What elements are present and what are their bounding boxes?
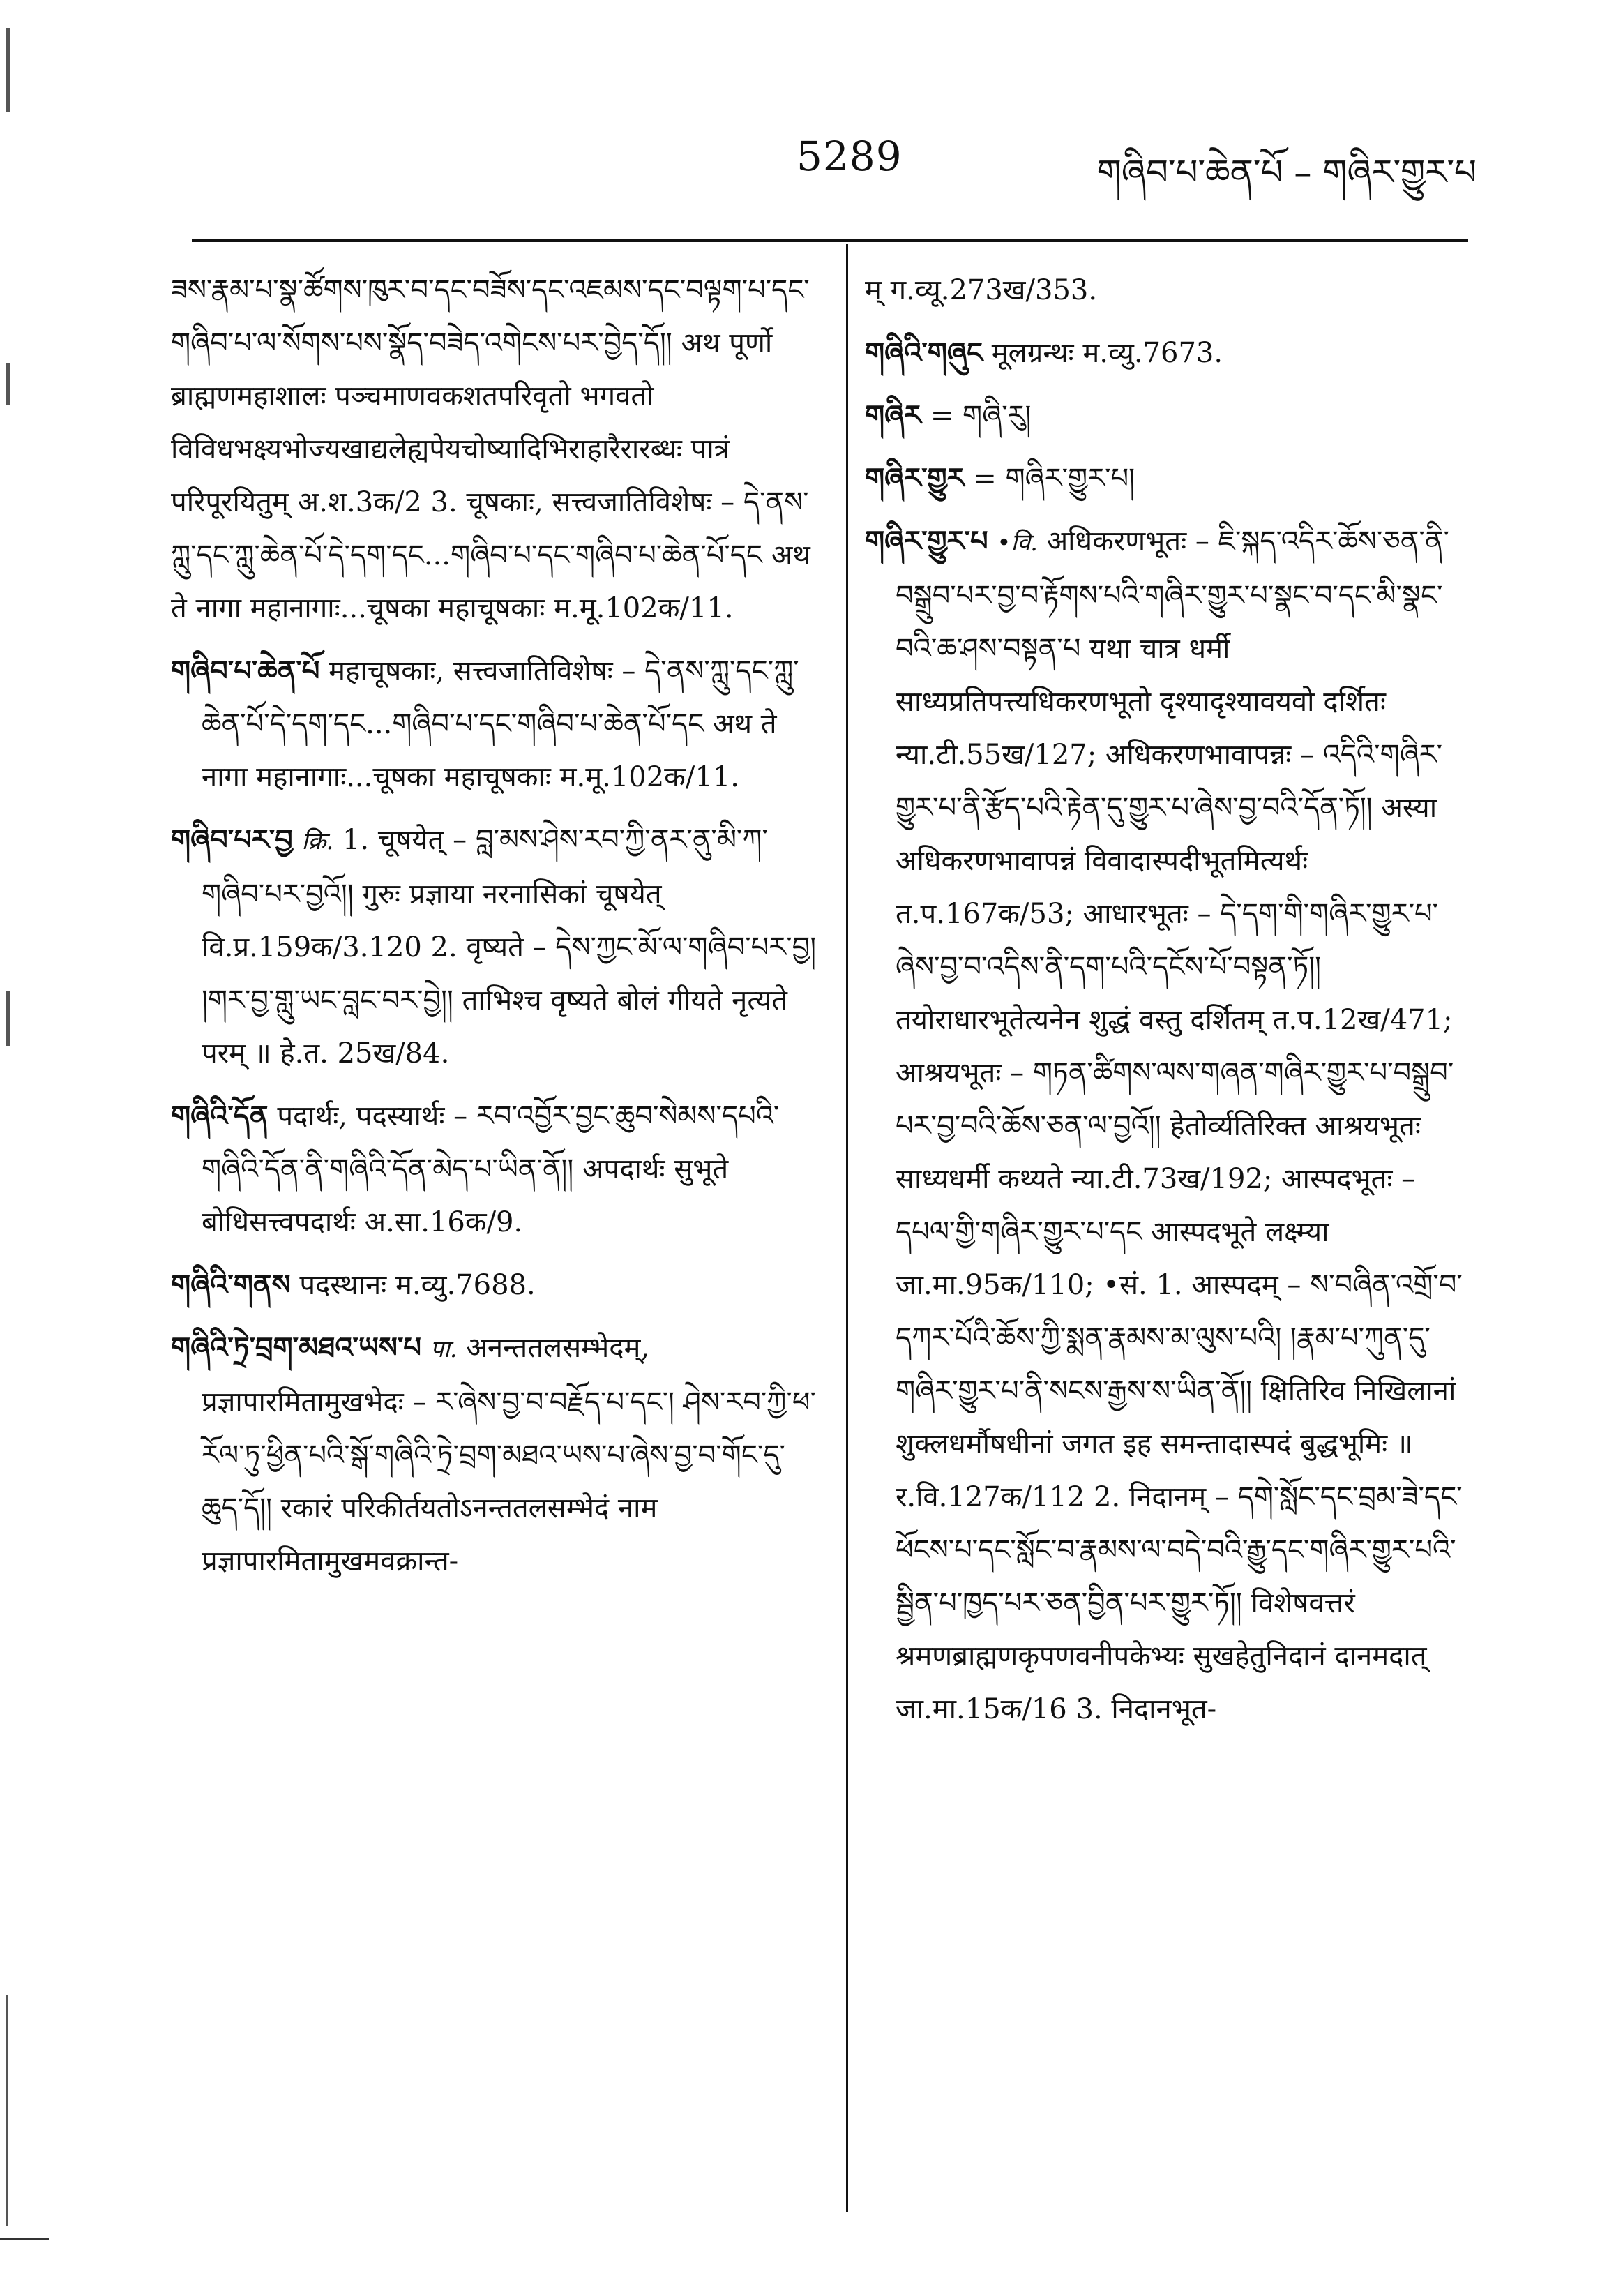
dictionary-entry [865, 515, 1479, 1736]
dictionary-entry [171, 813, 823, 1080]
entry-text: अधिकरणभूतः – ཇི་སྐད་འདིར་ཆོས་ཅན་ནི་བསྒྲུབ་པར་བྱ་བ་རྟོགས་པའི་གཞིར་གྱུར་པ་སྣང་བ་དང་མི་སྣང་བའི་ཆ་ཤས་བསྟན་པ यथा चात्र धर्मी साध्यप्रतिपत्त्यधिकरणभूतो दृश्यादृश्यावयवो दर्शितः न्या.टी.55ख/127; अधिकरणभावापन्नः – འདིའི་གཞིར་གྱུར་པ་ནི་རྩོད་པའི་རྟེན་དུ་གྱུར་པ་ཞེས་བྱ་བའི་དོན་ཏོ།། अस्या अधिकरणभावापन्नं विवादास्पदीभूतमित्यर्थः त.प.167क/53; आधारभूतः – དེ་དག་གི་གཞིར་གྱུར་པ་ཞེས་བྱ་བ་འདིས་ནི་དག་པའི་དངོས་པོ་བསྟན་ཏོ།། तयोराधारभूतेत्यनेन शुद्धं वस्तु दर्शितम् त.प.12ख/471; आश्रयभूतः – གཏན་ཚིགས་ལས་གཞན་གཞིར་གྱུར་པ་བསྒྲུབ་པར་བྱ་བའི་ཆོས་ཅན་ལ་བྱའོ།། हेतोर्व्यतिरिक्त आश्रयभूतः साध्यधर्मी कथ्यते न्या.टी.73ख/192; आस्पदभूतः – དཔལ་གྱི་གཞིར་གྱུར་པ་དང आस्पदभूते लक्ष्म्या जा.मा.95क/110; •सं. 1. आस्पदम् – ས་བཞིན་འགྲོ་བ་དཀར་པོའི་ཆོས་ཀྱི་སྨན་རྣམས་མ་ལུས་པའི། །རྣམ་པ་ཀུན་དུ་གཞིར་གྱུར་པ་ནི་སངས་རྒྱས་ས་ཡིན་ནོ།། क्षितिरिव निखिलानां शुक्लधर्मौषधीनां जगत इह समन्तादास्पदं बुद्धभूमिः ॥ र.वि.127क/112 2. निदानम् – དགེ་སློང་དང་བྲམ་ཟེ་དང་ཕོངས་པ་དང་སློང་བ་རྣམས་ལ་བདེ་བའི་རྒྱུ་དང་གཞིར་གྱུར་པའི་སྦྱིན་པ་ཁྱད་པར་ཅན་བྱིན་པར་གྱུར་ཏོ།། विशेषवत्तरं श्रमणब्राह्मणकृपणवनीपकेभ्यः सुखहेतुनिदानं दानमदात् जा.मा.15क/16 3. निदानभूत- [896, 525, 1463, 1725]
right-column [865, 264, 1479, 1746]
left-column [171, 264, 823, 1598]
dictionary-entry [171, 645, 823, 804]
bottom-corner-tick [0, 2238, 49, 2240]
entry-headword: གཞིའི་གཞུང [865, 336, 983, 369]
page-number: 5289 [797, 133, 903, 180]
scan-margin-speck [6, 363, 10, 405]
entry-text: महाचूषकाः, सत्त्वजातिविशेषः – དེ་ནས་ཀླུ་དང་ཀླུ་ཆེན་པོ་དེ་དག་དང...གཞིབ་པ་དང་གཞིབ་པ་ཆེན་པོ་དང अथ ते नागा महानागाः...चूषका महाचूषकाः म.मू.102क/11. [202, 655, 799, 793]
entry-text: 1. चूषयेत् – བླ་མས་ཤེས་རབ་ཀྱི་ནར་ནུ་མི་ཀ་གཞིབ་པར་བྱའོ།། गुरुः प्रज्ञाया नरनासिकां चूषयेत् वि.प्र.159क/3.120 2. वृष्यते – དེས་ཀྱང་མོ་ལ་གཞིབ་པར་བྱ། །གར་བྱ་གླུ་ཡང་བླང་བར་བྱེ།། ताभिश्च वृष्यते बोलं गीयते नृत्यते परम् ॥ हे.त. 25ख/84. [202, 824, 817, 1070]
dictionary-entry [171, 1259, 823, 1312]
column-divider [846, 244, 848, 2212]
entry-headword: གཞིའི་གནས [171, 1268, 291, 1301]
entry-headword: གཞིབ་པ་ཆེན་པོ [171, 654, 320, 687]
dictionary-entry [171, 264, 823, 635]
running-head: གཞིབ་པ་ཆེན་པོ – གཞིར་གྱུར་པ [1096, 152, 1477, 193]
entry-text: पदस्थानः म.व्यु.7688. [299, 1269, 536, 1301]
entry-text: ཟས་རྣམ་པ་སྣ་ཚོགས་ཁུར་བ་དང་བཟོས་དང་འཇམས་དང་བལྟག་པ་དང་གཞིབ་པ་ལ་སོགས་པས་སྣོད་བཟེད་འགེངས་པར་བྱེད་དོ།། अथ पूर्णो ब्राह्मणमहाशालः पञ्चमाणवकशतपरिवृतो भगवतो विविधभक्ष्यभोज्यखाद्यलेह्यपेयचोष्यादिभिराहारैरारब्धः पात्रं परिपूरयितुम् अ.श.3क/2 3. चूषकाः, सत्त्वजातिविशेषः – དེ་ནས་ཀླུ་དང་ཀླུ་ཆེན་པོ་དེ་དག་དང...གཞིབ་པ་དང་གཞིབ་པ་ཆེན་པོ་དང अथ ते नागा महानागाः...चूषका महाचूषकाः म.मू.102क/11. [171, 274, 810, 624]
dictionary-entry [865, 452, 1479, 505]
dictionary-entry [171, 1090, 823, 1249]
entry-text: म् ग.व्यू.273ख/353. [865, 274, 1098, 306]
entry-text: पदार्थः, पदस्यार्थः – རབ་འབྱོར་བྱང་ཆུབ་སེམས་དཔའི་གཞིའི་དོན་ནི་གཞིའི་དོན་མེད་པ་ཡིན་ནོ།། अपदार्थः सुभूते बोधिसत्त्वपदार्थः अ.सा.16क/9. [202, 1100, 780, 1238]
entry-text: मूलग्रन्थः म.व्यु.7673. [991, 337, 1223, 369]
dictionary-entry [171, 1321, 823, 1588]
entry-text: = གཞི་རུ། [930, 400, 1032, 432]
entry-headword: གཞིའི་ཏྲེ་བྲག་མཐའ་ཡས་པ [171, 1331, 421, 1364]
entry-headword: གཞིར་གྱུར་པ [865, 525, 988, 557]
entry-headword: གཞིའི་དོན [171, 1100, 269, 1132]
dictionary-entry [865, 264, 1479, 317]
entry-text: = གཞིར་གྱུར་པ། [973, 463, 1135, 495]
scan-margin-speck [6, 28, 10, 112]
entry-grammar-tag: पा. [430, 1335, 458, 1363]
scan-margin-speck [6, 991, 10, 1046]
entry-text: अनन्ततलसम्भेदम्, प्रज्ञापारमितामुखभेदः – ར་ཞེས་བྱ་བ་བརྗོད་པ་དང་། ཤེས་རབ་ཀྱི་ཕ་རོལ་ཏུ་ཕྱིན་པའི་སྒོ་གཞིའི་ཏྲེ་བྲག་མཐའ་ཡས་པ་ཞེས་བྱ་བ་གོང་དུ་ཆུད་དོ།། रकारं परिकीर्तयतोऽनन्ततलसम्भेदं नाम प्रज्ञापारमितामुखमवक्रान्त- [202, 1332, 816, 1577]
entry-headword: གཞིབ་པར་བྱ [171, 823, 293, 856]
entry-headword: གཞིར [865, 399, 922, 432]
scan-margin-speck [6, 1995, 8, 2226]
dictionary-entry [865, 327, 1479, 380]
top-rule [192, 239, 1468, 242]
dictionary-entry [865, 389, 1479, 442]
entry-headword: གཞིར་གྱུར [865, 462, 965, 495]
entry-grammar-tag: •वि. [997, 529, 1038, 557]
entry-grammar-tag: क्रि. [301, 827, 334, 855]
